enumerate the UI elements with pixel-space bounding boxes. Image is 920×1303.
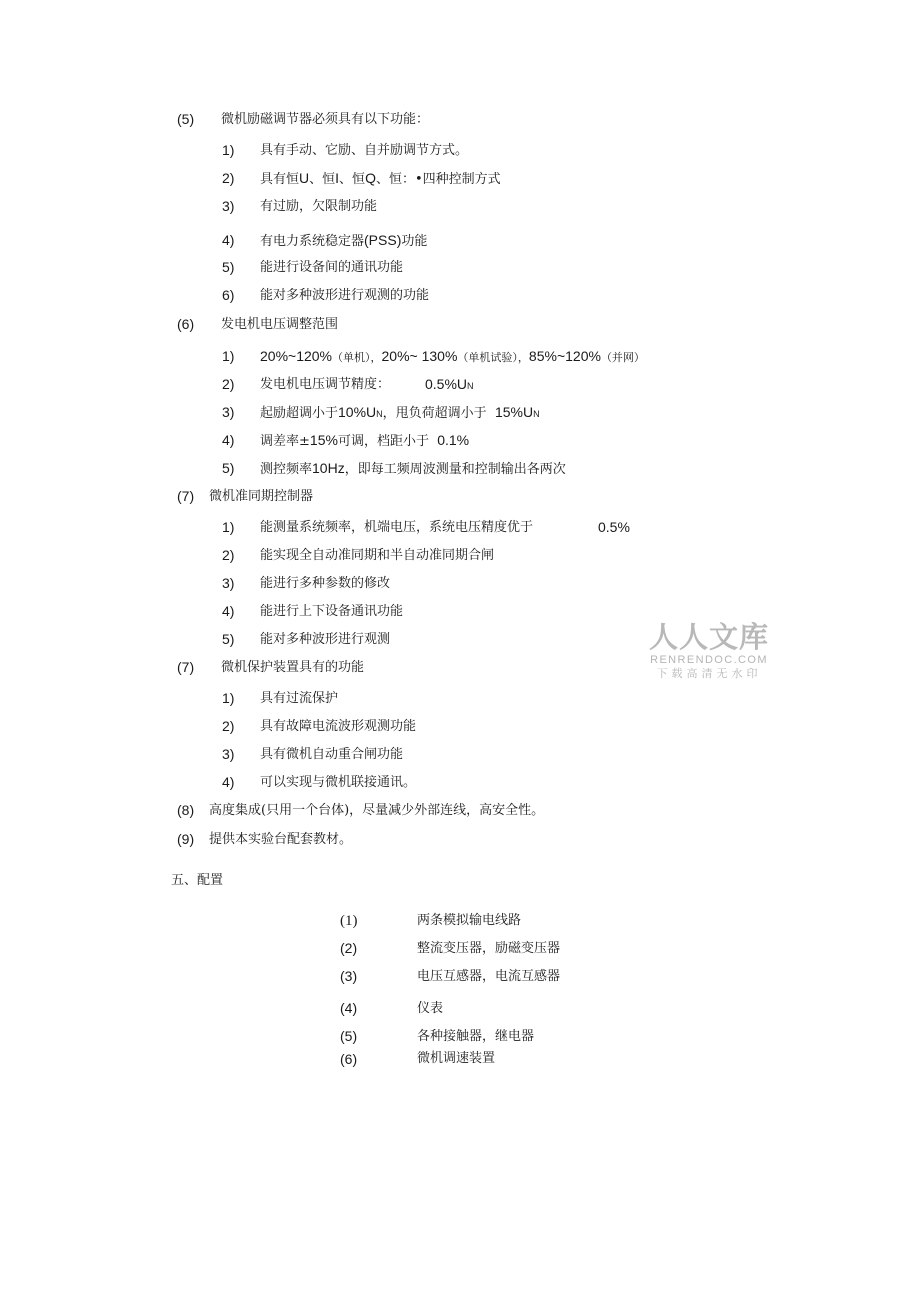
section-title: 微机励磁调节器必须具有以下功能： <box>221 112 430 127</box>
accuracy-value: 0.5% <box>598 519 630 535</box>
item-number: 5) <box>222 460 235 476</box>
item-number: 1) <box>222 348 235 364</box>
watermark-slogan: 下载高清无水印 <box>656 667 762 680</box>
config-number: (6) <box>340 1051 358 1067</box>
section-title: 发电机电压调整范围 <box>221 317 339 332</box>
item-number: 3) <box>222 746 235 762</box>
item-number: 4) <box>222 232 235 248</box>
section-number: (6) <box>177 316 195 332</box>
item-text: 测控频率10Hz，即每工频周波测量和控制输出各两次 <box>260 460 566 477</box>
item-text: 能对多种波形进行观测 <box>260 632 391 647</box>
item-number: 3) <box>222 404 235 420</box>
config-item: 仪表 <box>417 1001 444 1016</box>
item-text: 可以实现与微机联接通讯。 <box>260 775 417 790</box>
section-number: (5) <box>177 111 195 127</box>
item-text: 调差率±15%可调，档距小于 0.1% <box>260 432 470 449</box>
item-number: 2) <box>222 547 235 563</box>
config-number: (3) <box>340 968 358 984</box>
section-title: 微机保护装置具有的功能 <box>221 660 365 675</box>
config-number: (5) <box>340 1028 358 1044</box>
section-title: 微机准同期控制器 <box>209 489 314 504</box>
config-item: 电压互感器，电流互感器 <box>417 969 561 984</box>
item-number: 1) <box>222 519 235 535</box>
item-number: 3) <box>222 198 235 214</box>
section-text: 提供本实验台配套教材。 <box>209 832 353 847</box>
item-text: 能进行多种参数的修改 <box>260 576 391 591</box>
item-number: 6) <box>222 287 235 303</box>
item-number: 3) <box>222 575 235 591</box>
watermark <box>646 620 772 681</box>
item-text: 能测量系统频率，机端电压，系统电压精度优于 <box>260 520 534 535</box>
item-text: 能进行上下设备通讯功能 <box>260 604 404 619</box>
item-number: 2) <box>222 718 235 734</box>
item-text: 具有故障电流波形观测功能 <box>260 719 417 734</box>
item-text: 有过励，欠限制功能 <box>260 199 378 214</box>
section-number: (7) <box>177 488 195 504</box>
config-number: (1) <box>340 913 358 929</box>
item-number: 2) <box>222 170 235 186</box>
item-text: 具有手动、它励、自并励调节方式。 <box>260 143 469 158</box>
section-number: (9) <box>177 831 195 847</box>
item-number: 4) <box>222 432 235 448</box>
item-number: 5) <box>222 259 235 275</box>
config-number: (2) <box>340 940 358 956</box>
watermark-domain: RENRENDOC.COM <box>650 654 768 666</box>
item-number: 1) <box>222 690 235 706</box>
item-text: 具有恒U、恒I、恒Q、恒：•四种控制方式 <box>260 170 501 187</box>
precision-value: 0.5%UN <box>425 376 474 392</box>
item-text: 具有过流保护 <box>260 691 339 706</box>
item-number: 4) <box>222 774 235 790</box>
item-number: 5) <box>222 631 235 647</box>
item-text: 具有微机自动重合闸功能 <box>260 747 404 762</box>
config-number: (4) <box>340 1000 358 1016</box>
item-number: 2) <box>222 376 235 392</box>
config-item: 各种接触器，继电器 <box>417 1029 535 1044</box>
config-item: 两条模拟输电线路 <box>417 913 522 928</box>
section-number: (8) <box>177 802 195 818</box>
section-number: (7) <box>177 659 195 675</box>
item-text: 起励超调小于10%UN，甩负荷超调小于 15%UN <box>260 404 540 421</box>
item-number: 1) <box>222 142 235 158</box>
item-text: 能对多种波形进行观测的功能 <box>260 288 430 303</box>
item-text: 20%~120%（单机），20%~ 130%（单机试验），85%~120%（并网） <box>260 348 645 364</box>
item-number: 4) <box>222 603 235 619</box>
watermark-title: 人人文库 <box>648 620 769 654</box>
config-item: 微机调速装置 <box>417 1051 496 1066</box>
item-text: 发电机电压调节精度： <box>260 377 391 392</box>
item-text: 有电力系统稳定器(PSS)功能 <box>260 232 428 249</box>
section-text: 高度集成(只用一个台体)，尽量减少外部连线，高安全性。 <box>209 803 545 818</box>
config-item: 整流变压器，励磁变压器 <box>417 941 561 956</box>
item-text: 能实现全自动准同期和半自动准同期合闸 <box>260 548 495 563</box>
config-heading: 五、配置 <box>171 873 224 888</box>
item-text: 能进行设备间的通讯功能 <box>260 260 404 275</box>
